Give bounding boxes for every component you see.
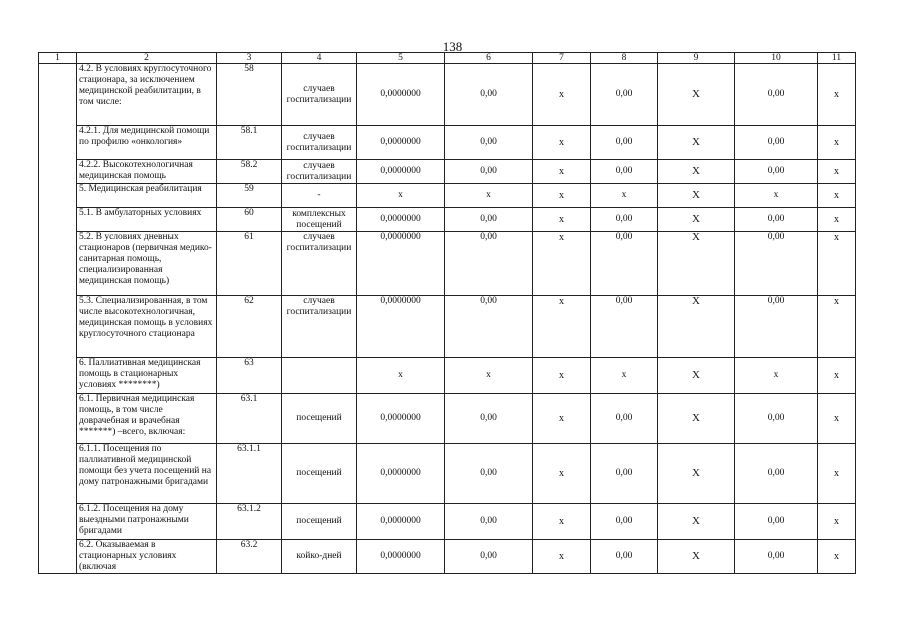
value-cell: x <box>533 394 591 444</box>
unit-cell: случаев госпитализации <box>282 232 357 296</box>
unit-cell: посещений <box>282 444 357 504</box>
column-number: 7 <box>533 53 591 64</box>
value-cell: x <box>818 126 856 160</box>
value-cell: x <box>818 394 856 444</box>
row-label: 5.1. В амбулаторных условиях <box>77 208 217 232</box>
unit-cell: посещений <box>282 394 357 444</box>
row-code: 63.1.1 <box>217 444 282 504</box>
column-number: 8 <box>591 53 658 64</box>
value-cell: x <box>818 232 856 296</box>
value-cell: 0,00 <box>591 160 658 184</box>
value-cell: x <box>818 64 856 126</box>
column-number: 1 <box>39 53 77 64</box>
value-cell: 0,00 <box>735 296 818 358</box>
value-cell: 0,00 <box>591 540 658 574</box>
value-cell: x <box>533 232 591 296</box>
value-cell: 0,0000000 <box>357 64 445 126</box>
column-number: 11 <box>818 53 856 64</box>
column-number: 6 <box>445 53 533 64</box>
row-label: 5.2. В условиях дневных стационаров (первичная медико-санитарная помощь, специализированная медицинская помощь) <box>77 232 217 296</box>
value-cell: X <box>658 232 735 296</box>
value-cell: X <box>658 444 735 504</box>
value-cell: X <box>658 160 735 184</box>
unit-cell <box>282 358 357 394</box>
value-cell: 0,00 <box>445 540 533 574</box>
column-number: 2 <box>77 53 217 64</box>
value-cell: 0,00 <box>735 208 818 232</box>
page-number: 138 <box>442 39 463 54</box>
value-cell: 0,00 <box>445 444 533 504</box>
value-cell: x <box>533 504 591 540</box>
value-cell: 0,00 <box>445 232 533 296</box>
value-cell: 0,00 <box>591 64 658 126</box>
value-cell: x <box>533 540 591 574</box>
value-cell: 0,00 <box>445 394 533 444</box>
row-label: 4.2.1. Для медицинской помощи по профилю «онкология» <box>77 126 217 160</box>
value-cell: 0,00 <box>591 504 658 540</box>
value-cell: X <box>658 126 735 160</box>
value-cell: 0,0000000 <box>357 540 445 574</box>
value-cell: x <box>818 208 856 232</box>
table-row <box>39 394 856 444</box>
value-cell: x <box>818 184 856 208</box>
value-cell: 0,00 <box>735 64 818 126</box>
value-cell: x <box>357 184 445 208</box>
unit-cell: - <box>282 184 357 208</box>
value-cell: 0,00 <box>591 296 658 358</box>
row-label: 6.1.1. Посещения по паллиативной медицинской помощи без учета посещений на дому патронажными бригадами <box>77 444 217 504</box>
table-row <box>39 64 856 126</box>
value-cell: 0,00 <box>735 232 818 296</box>
value-cell: 0,00 <box>735 160 818 184</box>
value-cell: 0,0000000 <box>357 394 445 444</box>
row-label: 5. Медицинская реабилитация <box>77 184 217 208</box>
value-cell: X <box>658 208 735 232</box>
value-cell: 0,0000000 <box>357 160 445 184</box>
value-cell: 0,00 <box>591 208 658 232</box>
unit-cell: посещений <box>282 504 357 540</box>
table-row <box>39 184 856 208</box>
row-label: 5.3. Специализированная, в том числе высокотехнологичная, медицинская помощь в условиях круглосуточного стационара <box>77 296 217 358</box>
value-cell: x <box>533 64 591 126</box>
table-row <box>39 126 856 160</box>
value-cell: X <box>658 184 735 208</box>
value-cell: x <box>533 208 591 232</box>
value-cell: x <box>591 358 658 394</box>
row-label: 6.1.2. Посещения на дому выездными патронажными бригадами <box>77 504 217 540</box>
value-cell: X <box>658 504 735 540</box>
value-cell: x <box>818 358 856 394</box>
value-cell: 0,0000000 <box>357 126 445 160</box>
column-1-cell <box>39 64 77 574</box>
unit-cell: комплексных посещений <box>282 208 357 232</box>
column-number: 5 <box>357 53 445 64</box>
column-number-row <box>39 53 856 64</box>
row-code: 63 <box>217 358 282 394</box>
table-row <box>39 160 856 184</box>
value-cell: 0,0000000 <box>357 504 445 540</box>
unit-cell: случаев госпитализации <box>282 160 357 184</box>
table-row <box>39 504 856 540</box>
value-cell: 0,0000000 <box>357 208 445 232</box>
unit-cell: случаев госпитализации <box>282 64 357 126</box>
unit-cell: случаев госпитализации <box>282 126 357 160</box>
table-row <box>39 358 856 394</box>
value-cell: x <box>735 358 818 394</box>
value-cell: X <box>658 394 735 444</box>
value-cell: x <box>445 184 533 208</box>
value-cell: x <box>445 358 533 394</box>
table-row <box>39 296 856 358</box>
value-cell: 0,00 <box>591 444 658 504</box>
row-label: 4.2.2. Высокотехнологичная медицинская помощь <box>77 160 217 184</box>
value-cell: 0,00 <box>591 232 658 296</box>
value-cell: x <box>533 358 591 394</box>
value-cell: x <box>818 444 856 504</box>
value-cell: X <box>658 358 735 394</box>
column-number: 9 <box>658 53 735 64</box>
value-cell: x <box>533 296 591 358</box>
value-cell: 0,0000000 <box>357 444 445 504</box>
row-code: 63.1.2 <box>217 504 282 540</box>
value-cell: x <box>735 184 818 208</box>
table-row <box>39 540 856 574</box>
data-table <box>38 52 856 574</box>
value-cell: 0,00 <box>445 160 533 184</box>
value-cell: x <box>533 126 591 160</box>
value-cell: x <box>533 160 591 184</box>
value-cell: x <box>533 444 591 504</box>
value-cell: 0,00 <box>445 296 533 358</box>
column-number: 10 <box>735 53 818 64</box>
value-cell: 0,0000000 <box>357 296 445 358</box>
value-cell: 0,00 <box>735 540 818 574</box>
value-cell: 0,00 <box>445 64 533 126</box>
value-cell: 0,00 <box>735 444 818 504</box>
column-number: 4 <box>282 53 357 64</box>
row-label: 6.2. Оказываемая в стационарных условиях (включая <box>77 540 217 574</box>
row-code: 63.1 <box>217 394 282 444</box>
value-cell: 0,00 <box>445 126 533 160</box>
value-cell: x <box>533 184 591 208</box>
value-cell: x <box>818 296 856 358</box>
value-cell: 0,00 <box>735 126 818 160</box>
row-code: 58 <box>217 64 282 126</box>
value-cell: x <box>591 184 658 208</box>
value-cell: x <box>818 160 856 184</box>
row-code: 61 <box>217 232 282 296</box>
row-label: 6.1. Первичная медицинская помощь, в том числе доврачебная и врачебная *******) –всего, включая: <box>77 394 217 444</box>
value-cell: 0,00 <box>735 504 818 540</box>
unit-cell: койко-дней <box>282 540 357 574</box>
unit-cell: случаев госпитализации <box>282 296 357 358</box>
value-cell: X <box>658 64 735 126</box>
row-label: 6. Паллиативная медицинская помощь в стационарных условиях ********) <box>77 358 217 394</box>
value-cell: 0,00 <box>445 208 533 232</box>
column-number: 3 <box>217 53 282 64</box>
value-cell: 0,00 <box>445 504 533 540</box>
value-cell: 0,0000000 <box>357 232 445 296</box>
value-cell: X <box>658 296 735 358</box>
value-cell: x <box>818 504 856 540</box>
row-code: 58.1 <box>217 126 282 160</box>
value-cell: x <box>818 540 856 574</box>
row-code: 62 <box>217 296 282 358</box>
table-row <box>39 232 856 296</box>
row-code: 60 <box>217 208 282 232</box>
row-code: 59 <box>217 184 282 208</box>
value-cell: x <box>357 358 445 394</box>
value-cell: X <box>658 540 735 574</box>
table-row <box>39 208 856 232</box>
row-code: 63.2 <box>217 540 282 574</box>
row-code: 58.2 <box>217 160 282 184</box>
table-row <box>39 444 856 504</box>
value-cell: 0,00 <box>591 126 658 160</box>
row-label: 4.2. В условиях круглосуточного стационара, за исключением медицинской реабилитации, в том числе: <box>77 64 217 126</box>
value-cell: 0,00 <box>591 394 658 444</box>
value-cell: 0,00 <box>735 394 818 444</box>
